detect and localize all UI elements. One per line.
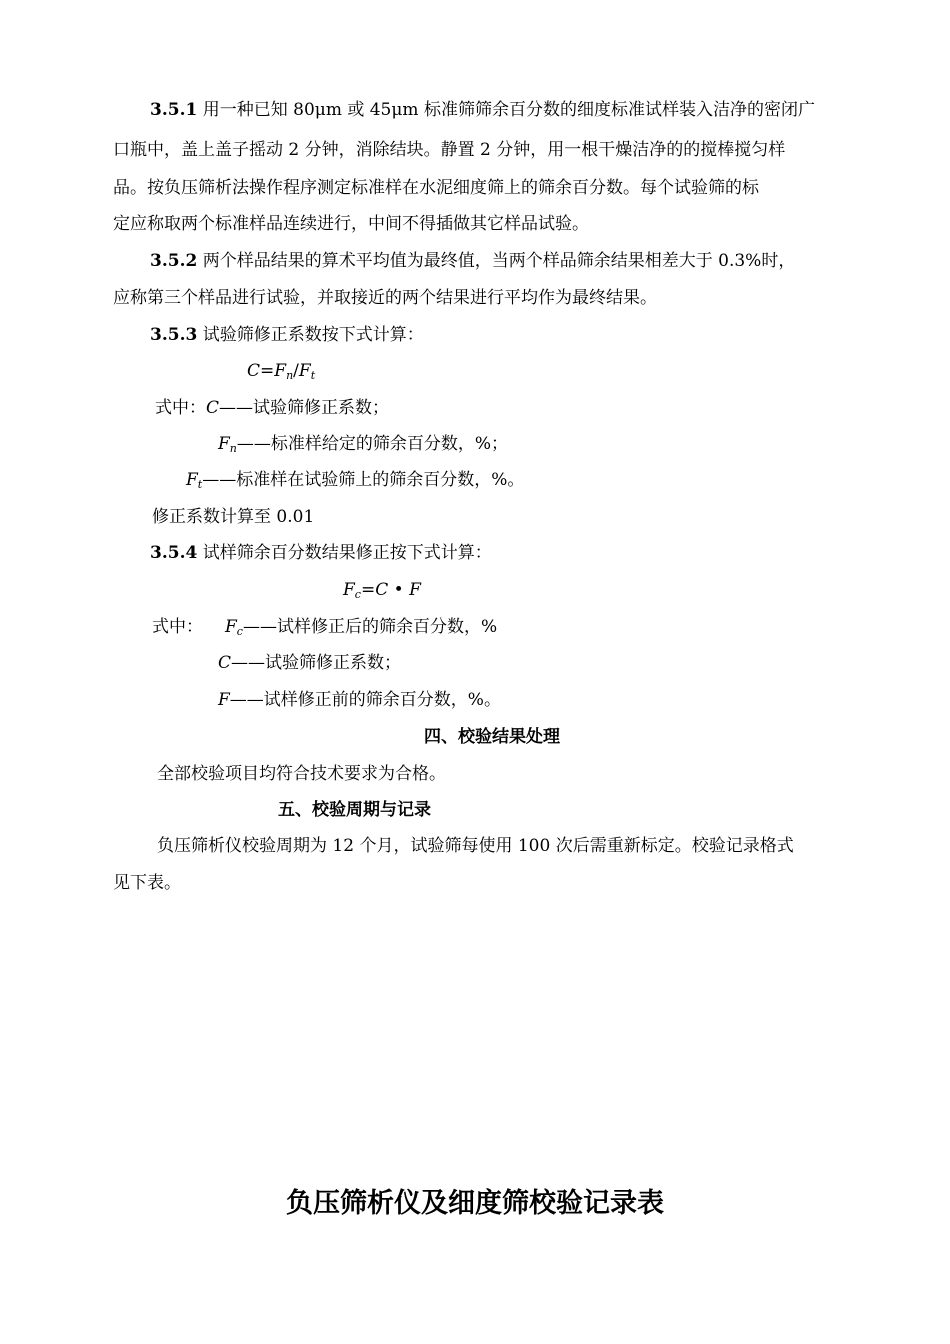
para-text: 两个样品结果的算术平均值为最终值，当两个样品筛余结果相差大于 0.3%时， <box>202 251 796 271</box>
clause-number: 3.5.3 <box>150 325 198 345</box>
para-3-5-2-line-1 <box>150 249 795 273</box>
section-4-text: 全部校验项目均符合技术要求为合格。 <box>157 764 446 784</box>
definition-ft: $F_t——$标准样在试验筛上的筛余百分数，%。 <box>186 470 525 491</box>
formula-corrected-residue: $F_c=C$ • F <box>343 580 421 601</box>
section-5-line-2: 见下表。 <box>113 873 181 893</box>
clause-number: 3.5.2 <box>150 251 198 271</box>
para-text: 用一种已知 80μm 或 45μm 标准筛筛余百分数的细度标准试样装入洁净的密闭广 <box>202 100 815 120</box>
clause-number: 3.5.4 <box>150 543 198 563</box>
para-text: 试样筛余百分数结果修正按下式计算： <box>202 543 492 563</box>
para-3-5-3-line-1 <box>150 323 424 347</box>
para-3-5-1-line-4: 定应称取两个标准样品连续进行，中间不得插做其它样品试验。 <box>113 214 589 234</box>
para-3-5-1-line-1 <box>150 98 815 122</box>
section-5-heading: 五、校验周期与记录 <box>278 800 431 820</box>
para-3-5-1-line-3: 品。按负压筛析法操作程序测定标准样在水泥细度筛上的筛余百分数。每个试验筛的标 <box>113 178 759 198</box>
precision-note: 修正系数计算至 0.01 <box>152 507 315 527</box>
section-5-line-1: 负压筛析仪校验周期为 12 个月，试验筛每使用 100 次后需重新标定。校验记录格式 <box>157 836 794 856</box>
definition-fn: $F_n——$标准样给定的筛余百分数，%； <box>218 434 509 455</box>
formula-correction-coefficient: $C=F_n/F_t$ <box>247 361 316 382</box>
clause-number: 3.5.1 <box>150 100 198 120</box>
para-3-5-1-line-2: 口瓶中，盖上盖子摇动 2 分钟，消除结块。静置 2 分钟，用一根干燥洁净的的搅棒搅匀样 <box>113 140 786 160</box>
para-3-5-2-line-2: 应称第三个样品进行试验，并取接近的两个结果进行平均作为最终结果。 <box>113 288 657 308</box>
para-text: 试验筛修正系数按下式计算： <box>202 325 424 345</box>
definition-f: F——试样修正前的筛余百分数，%。 <box>218 690 501 710</box>
section-4-heading: 四、校验结果处理 <box>424 727 560 747</box>
definition-c: 式中：C——试验筛修正系数； <box>155 398 390 418</box>
para-3-5-4-line-1 <box>150 541 492 565</box>
table-title: 负压筛析仪及细度筛校验记录表 <box>286 1188 664 1219</box>
definition-fc: 式中： $F_c——$试样修正后的筛余百分数，% <box>152 617 498 638</box>
definition-c2: C——试验筛修正系数； <box>218 653 402 673</box>
